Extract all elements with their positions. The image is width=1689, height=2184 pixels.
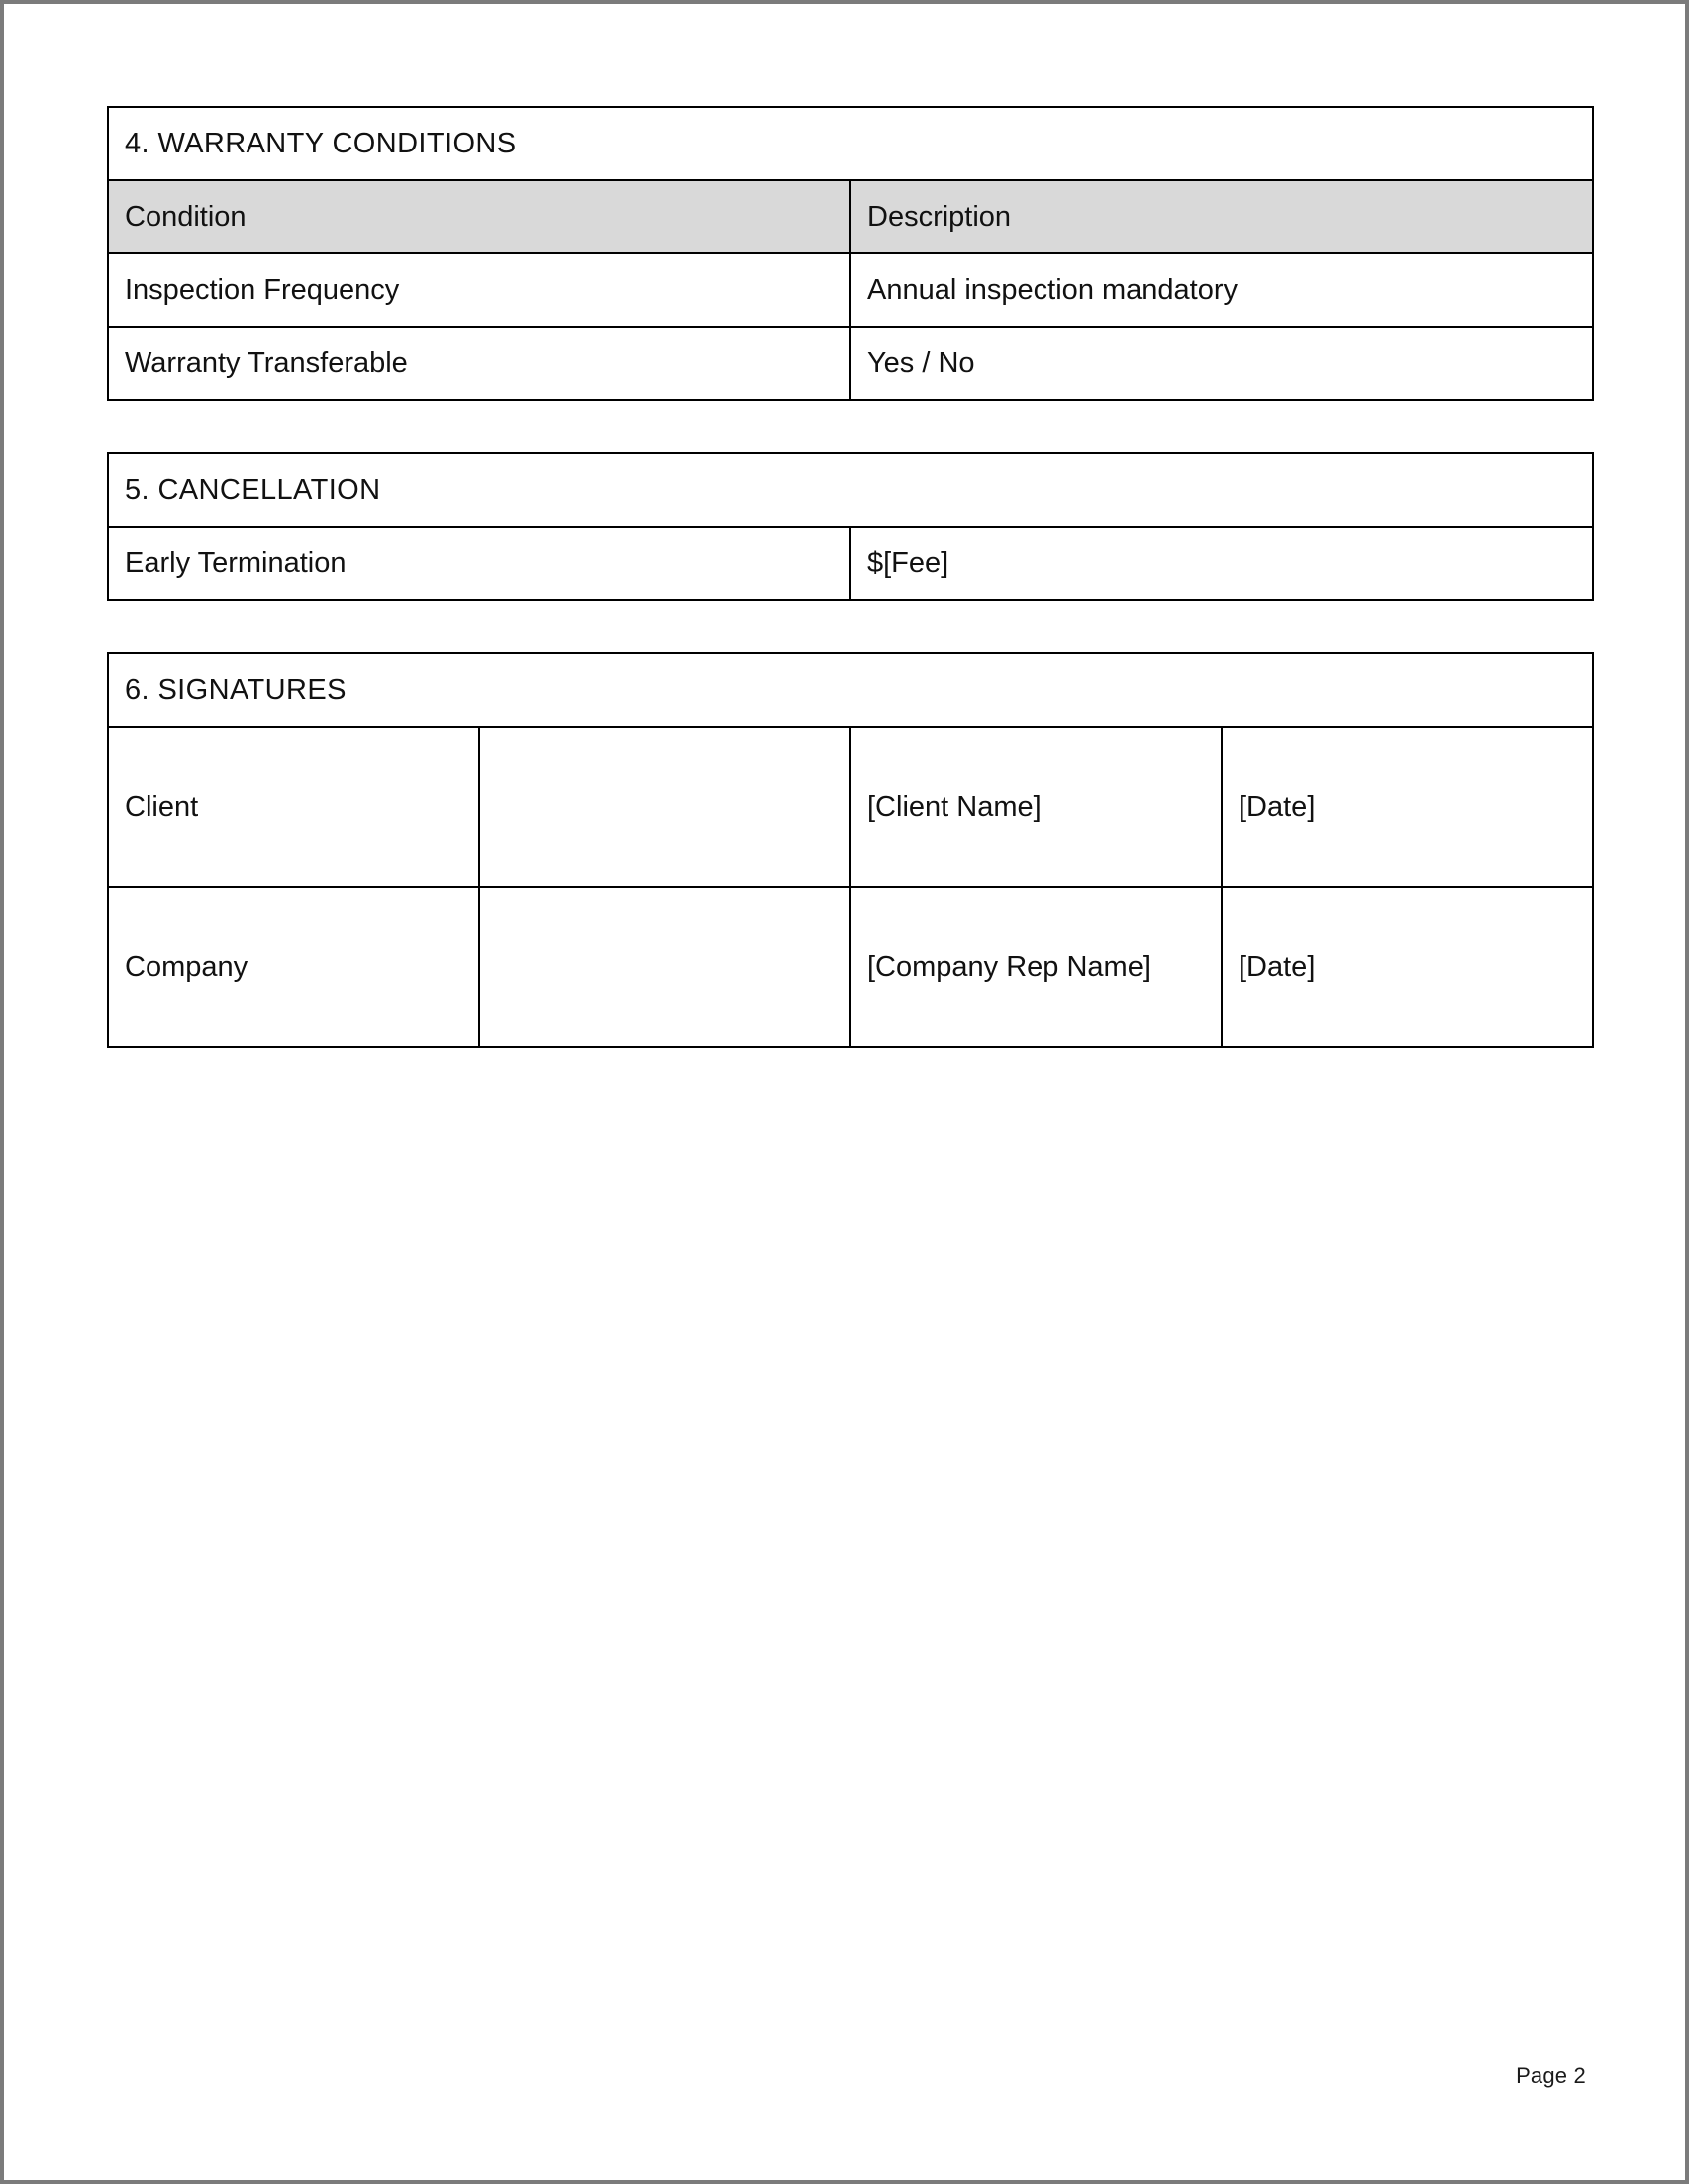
signature-row-0-role: Client xyxy=(108,727,479,887)
signature-row-0-date[interactable]: [Date] xyxy=(1222,727,1593,887)
table-row xyxy=(108,253,1593,327)
signature-row-1-role: Company xyxy=(108,887,479,1047)
section-spacer xyxy=(107,601,1594,652)
signatures-table xyxy=(107,652,1594,1048)
page-footer-label: Page 2 xyxy=(1516,2063,1586,2088)
signature-row-0-signature-field[interactable] xyxy=(479,727,850,887)
warranty-row-0-description: Annual inspection mandatory xyxy=(850,253,1593,327)
signature-row-1-name[interactable]: [Company Rep Name] xyxy=(850,887,1222,1047)
warranty-column-description: Description xyxy=(850,180,1593,253)
signature-row-1-date[interactable]: [Date] xyxy=(1222,887,1593,1047)
warranty-row-1-condition: Warranty Transferable xyxy=(108,327,850,400)
cancellation-row-0-value: $[Fee] xyxy=(850,527,1593,600)
warranty-section-title: 4. WARRANTY CONDITIONS xyxy=(108,107,1593,180)
cancellation-table xyxy=(107,452,1594,601)
warranty-column-condition: Condition xyxy=(108,180,850,253)
cancellation-section-title: 5. CANCELLATION xyxy=(108,453,1593,527)
signatures-section-title: 6. SIGNATURES xyxy=(108,653,1593,727)
warranty-conditions-table xyxy=(107,106,1594,401)
table-row xyxy=(108,727,1593,887)
cancellation-row-0-label: Early Termination xyxy=(108,527,850,600)
table-row xyxy=(108,527,1593,600)
table-row xyxy=(108,327,1593,400)
table-row xyxy=(108,887,1593,1047)
warranty-header-row xyxy=(108,180,1593,253)
signature-row-0-name[interactable]: [Client Name] xyxy=(850,727,1222,887)
signatures-title-row xyxy=(108,653,1593,727)
section-spacer xyxy=(107,401,1594,452)
cancellation-title-row xyxy=(108,453,1593,527)
warranty-row-0-condition: Inspection Frequency xyxy=(108,253,850,327)
signature-row-1-signature-field[interactable] xyxy=(479,887,850,1047)
warranty-title-row xyxy=(108,107,1593,180)
page-content xyxy=(107,106,1594,1048)
warranty-row-1-description: Yes / No xyxy=(850,327,1593,400)
